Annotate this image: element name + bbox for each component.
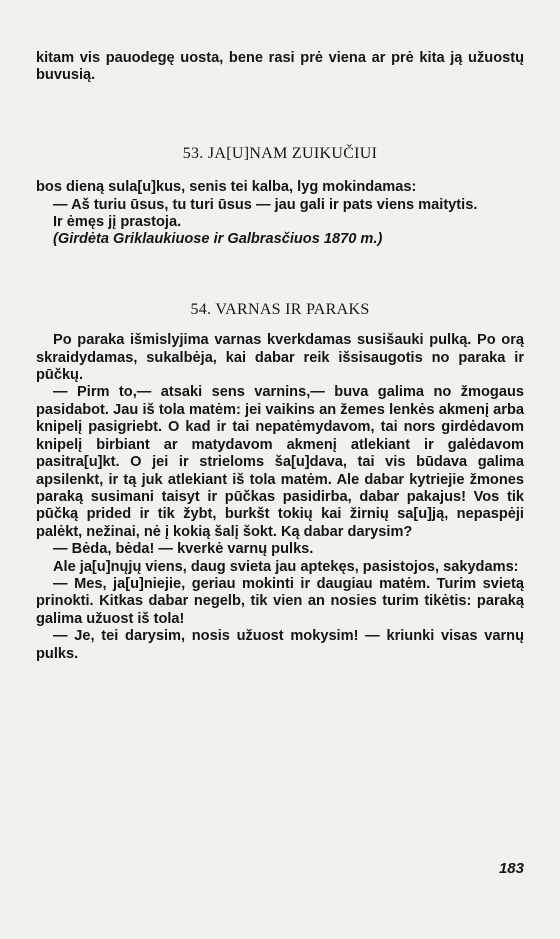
story-54-paragraph: — Je, tei darysim, nosis užuost mokysim! — kriunki visas varnų pulks. bbox=[36, 628, 524, 662]
story-54-title: 54. VARNAS IR PARAKS bbox=[190, 300, 370, 318]
story-53-paragraph: Ir ėmęs jį prastoja. bbox=[53, 214, 182, 231]
intro-text: kitam vis pauodegę uosta, bene rasi prė viena ar prė kita ją užuostų buvusią. bbox=[36, 50, 524, 84]
story-54-paragraph: — Mes, ja[u]niejie, geriau mokinti ir daugiau matėm. Turim svietą prinokti. Kitkas dabar negelb, tik vien an nosies turim tikėtis: paraką galima užuost iš tola! bbox=[36, 575, 524, 627]
story-53-source: (Girdėta Griklaukiuose ir Galbrasčiuos 1870 m.) bbox=[53, 231, 383, 248]
page-body bbox=[36, 50, 524, 663]
story-54-paragraph: Po paraka išmislyjima varnas kverkdamas susišauki pulką. Po orą skraidydamas, sukalbėja, kai dabar reik išsisaugotis no paraka ir pūčkų. bbox=[36, 332, 524, 384]
story-53-title: 53. JA[U]NAM ZUIKUČIUI bbox=[182, 144, 378, 162]
story-54-paragraph: Ale ja[u]nųjų viens, daug svieta jau aptekęs, pasistojos, sakydams: bbox=[53, 558, 519, 575]
story-54-paragraph: — Pirm to,— atsaki sens varnins,— buva galima no žmogaus pasidabot. Jau iš tola matėm: jei vaikins an žemes lenkės akmenį arba knipelį pasigriebt. O kad ir tai nepatėmydavom, tai nors girdėdavom knipelį birbiant ar matydavom akmenį atlekiant ir galėdavom pasitra[u]kt. O jei ir strieloms ša[u]dava, tai vis būdava galima apsilenkt, ir tą juk atlekiant iš tola matėm. Ale dabar kytriejie žmones paraką susimani taisyt ir pūčkas pasidirba, dabar pakajus! Vos tik pūčką prided ir tik žybt, burkšt tokių kai žirnių sa[u]ją, nepaspėji palėkt, nežinai, nė į kokią šalį šokt. Ką dabar darysim? bbox=[36, 384, 524, 540]
story-54-paragraph: — Bėda, bėda! — kverkė varnų pulks. bbox=[53, 541, 314, 558]
story-53-paragraph: — Aš turiu ūsus, tu turi ūsus — jau gali ir pats viens maitytis. bbox=[53, 196, 478, 213]
page-number: 183 bbox=[498, 860, 524, 877]
story-53-paragraph: bos dieną sula[u]kus, senis tei kalba, lyg mokindamas: bbox=[36, 179, 417, 196]
